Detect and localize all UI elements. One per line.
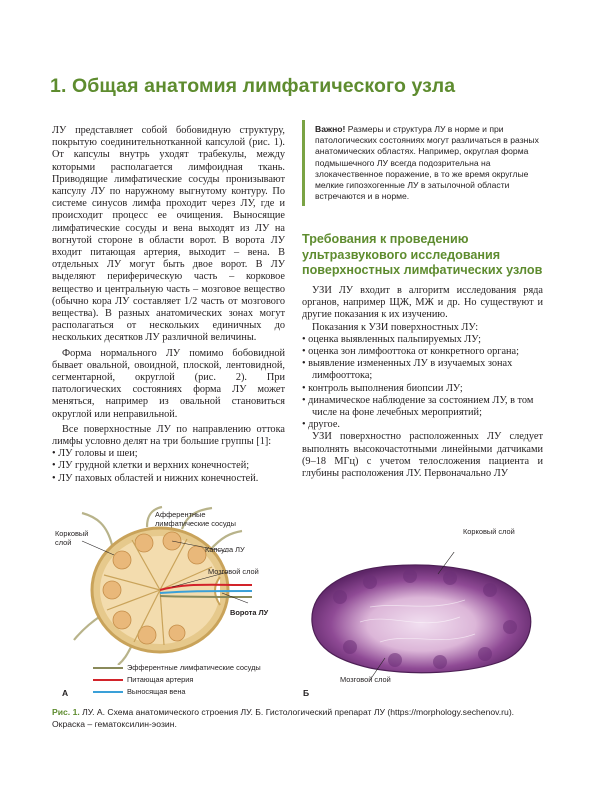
- caption-number: Рис. 1.: [52, 707, 80, 717]
- list-item: • ЛУ головы и шеи;: [52, 448, 138, 460]
- list-item: • оценка выявленных пальпируемых ЛУ;: [302, 333, 482, 345]
- list-item: • динамическое наблюдение за состоянием ЛУ, в том числе на фоне лечебных мероприятий;: [302, 394, 534, 419]
- paragraph: УЗИ ЛУ входит в алгоритм исследования ряда органов, например ЩЖ, МЖ и др. Но существуют и другие показания к их изучению.: [302, 285, 543, 321]
- list-item: • ЛУ паховых областей и нижних конечностей.: [52, 472, 259, 484]
- paragraph: Все поверхностные ЛУ по направлению оттока лимфы условно делят на три большие группы [1]:: [52, 423, 285, 448]
- note-text: Размеры и структура ЛУ в норме и при патологических состояниях могут различаться в разных анатомических областях. Например, округлая форма подмышечного ЛУ всегда подозрительна на злокачественное поражение, в то же время округлые мелкие гипоэхогенные ЛУ в затылочной области встречаются и в норме.: [315, 124, 539, 202]
- indications-list: [302, 334, 543, 432]
- label-cortex-b: Корковый слой: [463, 527, 515, 536]
- page-title: 1. Общая анатомия лимфатического узла: [50, 75, 456, 97]
- important-note: [302, 120, 545, 206]
- histology-image: [300, 552, 540, 682]
- left-column-text: [52, 125, 285, 485]
- figure-caption: [52, 706, 547, 730]
- legend-swatch: [93, 667, 123, 669]
- legend-swatch: [93, 679, 123, 681]
- lymph-node-groups-list: [52, 448, 285, 485]
- section-heading: Требования к проведению ультразвукового исследования поверхностных лимфатических узлов: [302, 232, 543, 277]
- paragraph: УЗИ поверхностно расположенных ЛУ следует выполнять высокочастотными линейными датчиками (9–18 МГц) с учетом телосложения пациента и глубины расположения ЛУ. Первоначально ЛУ: [302, 431, 543, 480]
- paragraph: Показания к УЗИ поверхностных ЛУ:: [312, 321, 479, 333]
- list-item: • другое.: [302, 419, 340, 431]
- right-column-text: [302, 285, 543, 480]
- label-hilum: Ворота ЛУ: [230, 608, 269, 617]
- list-item: • контроль выполнения биопсии ЛУ;: [302, 382, 463, 394]
- label-medulla-a: Мозговой слой: [208, 567, 259, 576]
- list-item: • выявление измененных ЛУ в изучаемых зонах лимфооттока;: [302, 358, 513, 382]
- label-capsule: Капсула ЛУ: [205, 545, 245, 554]
- label-medulla-b: Мозговой слой: [340, 675, 391, 684]
- list-item: • оценка зон лимфооттока от конкретного органа;: [302, 346, 519, 358]
- legend-swatch: [93, 691, 123, 693]
- label-afferent-vessels: Афферентные лимфатические сосуды: [155, 510, 236, 528]
- panel-letter-a: А: [62, 688, 69, 698]
- caption-text: ЛУ. А. Схема анатомического строения ЛУ. Б. Гистологический препарат ЛУ (https://morphology.sechenov.ru). Окраска – гематоксилин-эозин.: [52, 707, 515, 729]
- paragraph: ЛУ представляет собой бобовидную структуру, покрытую соединительнотканной капсулой (рис. 1). От капсулы внутрь уходят трабекулы, между которыми располагается лимфоидная ткань. Приводящие лимфатические сосуды пронизывают капсулу ЛУ по наружному выгнутому контуру. По системе синусов лимфа проходит через ЛУ, где и происходит процесс ее очищения. Выносящие лимфатические сосуды и вена выходят из ЛУ на вогнутой стороне в области ворот. В ворота ЛУ входит питающая артерия, выходит – вена. В отдельных ЛУ могут быть двое ворот. В ЛУ выделяют периферическую часть – корковое вещество и центральную часть – мозговое вещество (обычно кора ЛУ составляет 1/2 часть от мозгового вещества). В разных анатомических зонах могут располагаться от нескольких единичных до нескольких десятков ЛУ различной величины.: [52, 125, 285, 344]
- note-lead: Важно!: [315, 124, 346, 134]
- panel-letter-b: Б: [303, 688, 310, 698]
- label-cortex-a: Корковый слой: [55, 529, 89, 547]
- legend-item: Выносящая вена: [93, 687, 186, 696]
- legend-item: Питающая артерия: [93, 675, 193, 684]
- legend-item: Эфферентные лимфатические сосуды: [93, 663, 261, 672]
- list-item: • ЛУ грудной клетки и верхних конечностей;: [52, 460, 250, 472]
- paragraph: Форма нормального ЛУ помимо бобовидной бывает овальной, овоидной, плоской, лентовидной, сегментарной, округлой (рис. 2). При патологических состояниях форма ЛУ может меняться, например из овальной становиться округлой или неправильной.: [52, 347, 285, 420]
